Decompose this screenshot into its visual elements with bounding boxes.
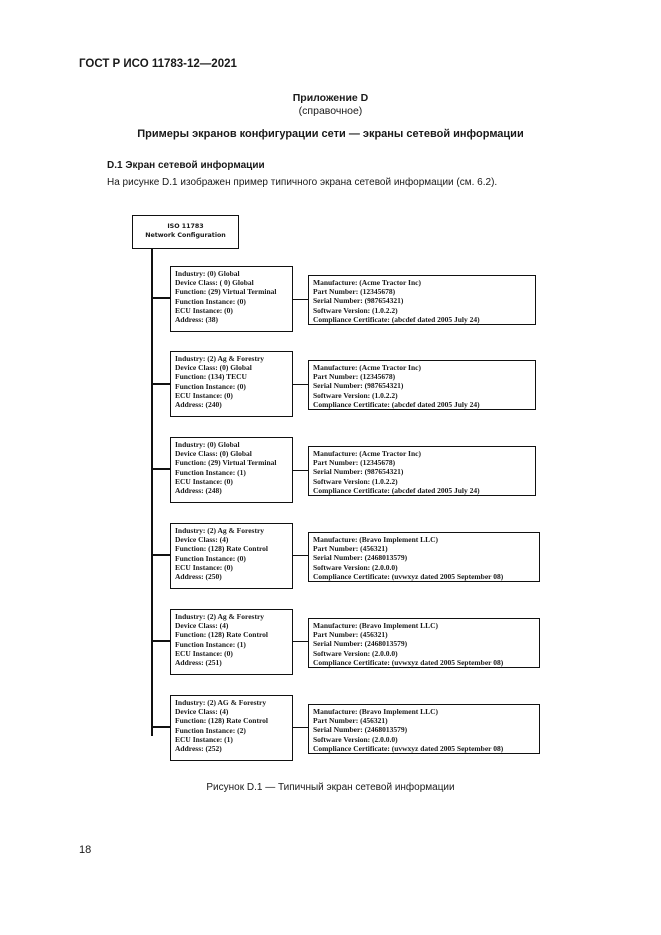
node-ecu-instance: ECU Instance: (0) (175, 476, 233, 486)
node-device-class: Device Class: (0) Global (175, 449, 252, 459)
annex-title: Приложение D (292, 92, 369, 104)
node-address: Address: (252) (175, 744, 222, 754)
annex-subtitle: (справочное) (298, 105, 363, 117)
node-ecu-instance: ECU Instance: (0) (175, 648, 233, 658)
node-function-instance: Function Instance: (2) (175, 725, 246, 735)
node-industry: Industry: (2) Ag & Forestry (175, 526, 265, 535)
branch-line (151, 554, 170, 556)
detail-compliance-certificate: Compliance Certificate: (abcdef dated 2005 July 24) (313, 399, 480, 409)
detail-serial-number: Serial Number: (2468013579) (313, 553, 408, 563)
detail-serial-number: Serial Number: (2468013579) (313, 639, 408, 649)
detail-manufacturer: Manufacture: (Acme Tractor Inc) (313, 449, 421, 458)
branch-line (151, 726, 170, 728)
detail-link-line (293, 299, 308, 300)
detail-part-number: Part Number: (456321) (313, 716, 388, 726)
detail-link-line (293, 384, 308, 385)
node-function: Function: (128) Rate Control (175, 630, 268, 640)
device-node (170, 523, 293, 589)
detail-link-line (293, 727, 308, 728)
node-device-class: Device Class: (4) (175, 707, 229, 717)
detail-part-number: Part Number: (12345678) (313, 458, 396, 468)
detail-link-line (293, 641, 308, 642)
node-device-class: Device Class: (4) (175, 535, 229, 545)
node-function: Function: (29) Virtual Terminal (175, 458, 277, 468)
node-industry: Industry: (0) Global (175, 440, 240, 449)
section-paragraph: На рисунке D.1 изображен пример типичного экрана сетевой информации (см. 6.2). (107, 177, 498, 188)
detail-link-line (293, 555, 308, 556)
branch-line (151, 468, 170, 470)
root-node-line-2: Network Configuration (145, 232, 226, 239)
detail-compliance-certificate: Compliance Certificate: (abcdef dated 2005 July 24) (313, 314, 480, 324)
device-node (170, 351, 293, 417)
node-industry: Industry: (2) Ag & Forestry (175, 612, 265, 621)
standard-code: ГОСТ Р ИСО 11783-12—2021 (79, 58, 237, 70)
node-device-class: Device Class: (0) Global (175, 363, 252, 373)
detail-serial-number: Serial Number: (987654321) (313, 296, 404, 306)
device-node (170, 609, 293, 675)
figure-caption: Рисунок D.1 — Типичный экран сетевой информации (206, 782, 455, 793)
node-function-instance: Function Instance: (1) (175, 467, 246, 477)
branch-line (151, 640, 170, 642)
root-node (132, 215, 239, 249)
detail-manufacturer: Manufacture: (Bravo Implement LLC) (313, 707, 439, 716)
node-device-class: Device Class: ( 0) Global (175, 278, 254, 288)
detail-compliance-certificate: Compliance Certificate: (uvwxyz dated 2005 September 08) (313, 571, 504, 581)
detail-manufacturer: Manufacture: (Bravo Implement LLC) (313, 621, 439, 630)
node-industry: Industry: (2) Ag & Forestry (175, 354, 265, 363)
node-function-instance: Function Instance: (1) (175, 639, 246, 649)
detail-software-version: Software Version: (1.0.2.2) (313, 305, 398, 315)
detail-part-number: Part Number: (456321) (313, 630, 388, 640)
node-industry: Industry: (0) Global (175, 269, 240, 278)
node-industry: Industry: (2) AG & Forestry (175, 698, 267, 707)
device-details (308, 275, 536, 325)
detail-part-number: Part Number: (12345678) (313, 287, 396, 297)
node-function-instance: Function Instance: (0) (175, 381, 246, 391)
detail-manufacturer: Manufacture: (Bravo Implement LLC) (313, 535, 439, 544)
device-node (170, 695, 293, 761)
node-address: Address: (240) (175, 400, 222, 410)
node-ecu-instance: ECU Instance: (0) (175, 562, 233, 572)
node-function: Function: (128) Rate Control (175, 716, 268, 726)
detail-part-number: Part Number: (456321) (313, 544, 388, 554)
detail-part-number: Part Number: (12345678) (313, 372, 396, 382)
detail-manufacturer: Manufacture: (Acme Tractor Inc) (313, 278, 421, 287)
device-node (170, 437, 293, 503)
detail-serial-number: Serial Number: (987654321) (313, 467, 404, 477)
detail-compliance-certificate: Compliance Certificate: (uvwxyz dated 2005 September 08) (313, 743, 504, 753)
node-address: Address: (38) (175, 315, 218, 325)
node-address: Address: (248) (175, 486, 222, 496)
detail-software-version: Software Version: (2.0.0.0) (313, 648, 398, 658)
node-function-instance: Function Instance: (0) (175, 296, 246, 306)
detail-software-version: Software Version: (2.0.0.0) (313, 734, 398, 744)
detail-link-line (293, 470, 308, 471)
detail-software-version: Software Version: (1.0.2.2) (313, 390, 398, 400)
detail-manufacturer: Manufacture: (Acme Tractor Inc) (313, 363, 421, 372)
detail-serial-number: Serial Number: (2468013579) (313, 725, 408, 735)
annex-heading: Примеры экранов конфигурации сети — экраны сетевой информации (137, 128, 524, 140)
detail-compliance-certificate: Compliance Certificate: (abcdef dated 2005 July 24) (313, 485, 480, 495)
node-ecu-instance: ECU Instance: (1) (175, 734, 233, 744)
node-function: Function: (128) Rate Control (175, 544, 268, 554)
detail-software-version: Software Version: (2.0.0.0) (313, 562, 398, 572)
page-number: 18 (79, 844, 92, 856)
device-details (308, 704, 540, 754)
branch-line (151, 297, 170, 299)
detail-compliance-certificate: Compliance Certificate: (uvwxyz dated 2005 September 08) (313, 657, 504, 667)
node-function: Function: (134) TECU (175, 372, 247, 382)
detail-serial-number: Serial Number: (987654321) (313, 381, 404, 391)
node-ecu-instance: ECU Instance: (0) (175, 305, 233, 315)
branch-line (151, 383, 170, 385)
device-node (170, 266, 293, 332)
node-address: Address: (250) (175, 572, 222, 582)
node-function-instance: Function Instance: (0) (175, 553, 246, 563)
root-node-line-1: ISO 11783 (167, 223, 204, 231)
node-ecu-instance: ECU Instance: (0) (175, 390, 233, 400)
device-details (308, 360, 536, 410)
node-address: Address: (251) (175, 658, 222, 668)
tree-trunk-line (151, 249, 153, 736)
device-details (308, 532, 540, 582)
node-device-class: Device Class: (4) (175, 621, 229, 631)
device-details (308, 446, 536, 496)
detail-software-version: Software Version: (1.0.2.2) (313, 476, 398, 486)
device-details (308, 618, 540, 668)
section-title: D.1 Экран сетевой информации (107, 160, 265, 171)
node-function: Function: (29) Virtual Terminal (175, 287, 277, 297)
